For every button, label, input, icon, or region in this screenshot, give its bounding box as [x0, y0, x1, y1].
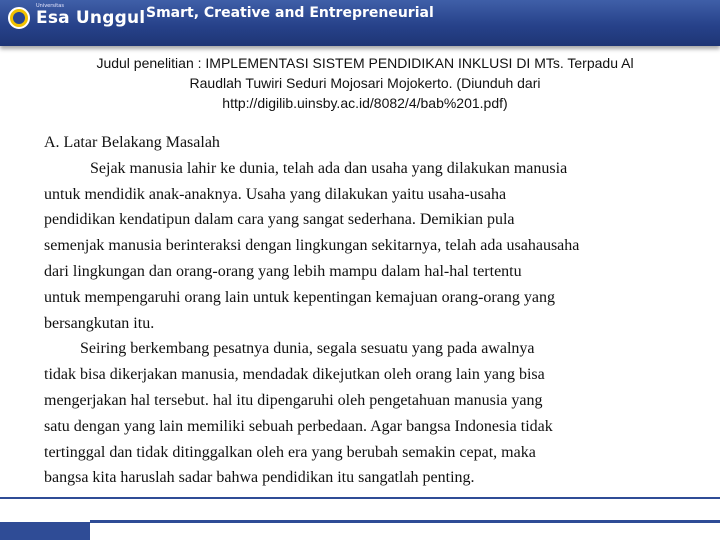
paragraph-line: untuk mendidik anak-anaknya. Usaha yang dilakukan yaitu usaha-usaha [44, 185, 507, 203]
paragraph-line: bersangkutan itu. [44, 314, 155, 332]
paragraph-line: mengerjakan hal tersebut. hal itu dipengaruhi oleh pengetahuan manusia yang [44, 391, 543, 409]
note-line: Judul penelitian : IMPLEMENTASI SISTEM PENDIDIKAN INKLUSI DI MTs. Terpadu Al [96, 55, 634, 71]
logo-emblem-icon [8, 7, 30, 29]
paragraph-line: Sejak manusia lahir ke dunia, telah ada dan usaha yang dilakukan manusia [90, 159, 568, 177]
logo-text: Esa Unggul [36, 8, 146, 28]
paragraph-line: tertinggal dan tidak ditinggalkan oleh era yang berubah semakin cepat, maka [44, 443, 536, 461]
logo-small-text: Universitas [36, 3, 64, 9]
paragraph-line: untuk mempengaruhi orang lain untuk kepentingan kemajuan orang-orang yang [44, 288, 555, 306]
tagline: Smart, Creative and Entrepreneurial [146, 5, 434, 21]
footer-block [0, 522, 90, 540]
document-body [44, 130, 684, 491]
paragraph-line: satu dengan yang lain memiliki sebuah perbedaan. Agar bangsa Indonesia tidak [44, 417, 553, 435]
paragraph-line: bangsa kita haruslah sadar bahwa pendidikan itu sangatlah penting. [44, 469, 475, 487]
paragraph-line: pendidikan kendatipun dalam cara yang sangat sederhana. Demikian pula [44, 211, 515, 229]
paragraph-line: tidak bisa dikerjakan manusia, mendadak dikejutkan oleh orang lain yang bisa [44, 366, 545, 384]
section-heading: A. Latar Belakang Masalah [44, 134, 220, 151]
footer-divider [90, 520, 720, 523]
paragraph-line: dari lingkungan dan orang-orang yang lebih mampu dalam hal-hal tertentu [44, 262, 522, 280]
header-bar [0, 0, 720, 46]
paragraph-line: Seiring berkembang pesatnya dunia, segala sesuatu yang pada awalnya [80, 340, 535, 358]
note-line: http://digilib.uinsby.ac.id/8082/4/bab%201.pdf) [222, 95, 508, 111]
university-logo [8, 6, 145, 30]
note-line: Raudlah Tuwiri Seduri Mojosari Mojokerto. (Diunduh dari [189, 75, 541, 91]
research-title-note [44, 53, 686, 113]
footer-divider [0, 497, 720, 499]
paragraph-line: semenjak manusia berinteraksi dengan lingkungan sekitarnya, telah ada usahausaha [44, 237, 580, 255]
